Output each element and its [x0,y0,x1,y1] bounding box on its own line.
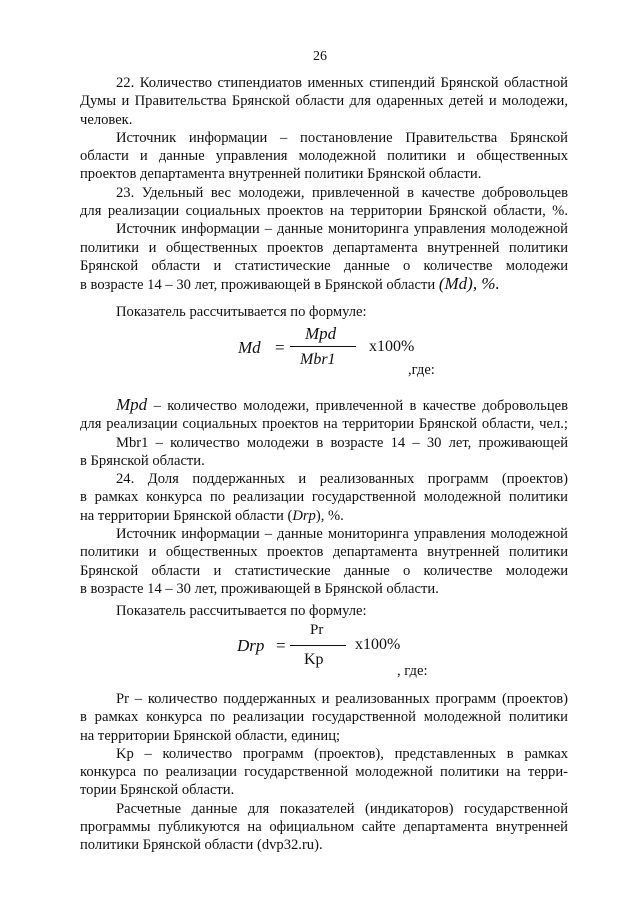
mpd-symbol: Mpd [116,395,148,414]
text-line: Pr – количество поддержанных и реализованных программ (проектов) [116,691,568,707]
text-line: конкурса по реализации государственной молодежной политики на терри- [80,764,568,781]
formula-equals: = [275,338,285,357]
text-line: Kp – количество программ (проектов), представленных в рамках [116,745,568,762]
page-number: 26 [313,49,327,64]
text-line: политики и общественных проектов департамента внутренней политики [80,544,568,561]
fraction-bar [290,346,356,347]
text-line: тории Брянской области. [80,782,235,799]
formula-where: ,где: [408,362,435,378]
text-line: для реализации социальных проектов на территории Брянской области, чел.; [80,416,568,433]
formula-equals: = [276,636,286,655]
text-line: в рамках конкурса по реализации государственной молодежной политики [80,709,568,726]
text-fragment: – количество молодежи, привлеченной в качестве добровольцев [153,398,569,414]
text-line: Показатель рассчитывается по формуле: [116,303,367,320]
text-line: Думы и Правительства Брянской области для одаренных детей и молодежи, [80,93,568,110]
text-fragment: ), %. [315,507,344,524]
formula-numerator: Mpd [305,324,337,343]
text-line: в рамках конкурса по реализации государственной молодежной политики [80,489,568,506]
text-line [80,396,568,415]
text-line: Mbr1 – количество молодежи в возрасте 14 – 30 лет, проживающей [116,434,568,451]
text-line [80,275,568,294]
formula-multiplier: x100% [355,636,401,653]
text-fragment: в возрасте 14 – 30 лет, проживающей в Брянской области [80,277,436,294]
text-line: Брянской области и статистические данные о количестве молодежи [80,562,568,579]
text-block-indicators-22-23 [80,74,568,321]
text-line: Источник информации – данные мониторинга управления молодежной [116,221,568,238]
text-line: Расчетные данные для показателей (индикаторов) государственной [116,800,568,817]
formula-denominator: Kp [304,651,324,668]
drp-symbol: Drp [292,507,316,524]
formula-multiplier: x100% [369,338,415,355]
text-line: области и данные управления молодежной политики и общественных [80,148,568,165]
formula-numerator: Pr [310,622,324,638]
text-line: политики Брянской области (dvp32.ru). [80,837,323,854]
text-line: 23. Удельный вес молодежи, привлеченной в качестве добровольцев [116,184,568,201]
formula-lhs: Drp [237,636,265,655]
text-block-definitions [80,690,568,855]
text-line: политики и общественных проектов департамента внутренней политики [80,239,568,256]
text-block-indicator-24 [80,396,568,621]
text-line: в возрасте 14 – 30 лет, проживающей в Брянской области. [80,580,439,597]
formula-where: , где: [397,663,428,679]
text-line: Показатель рассчитывается по формуле: [116,603,367,620]
text-line: на территории Брянской области, единиц; [80,727,341,744]
text-line [80,507,568,525]
text-line: Источник информации – постановление Правительства Брянской [116,129,568,146]
text-line: для реализации социальных проектов на территории Брянской области, %. [80,203,568,220]
text-line: 24. Доля поддержанных и реализованных программ (проектов) [116,471,568,488]
text-line: программы публикуются на официальном сайте департамента внутренней [80,819,568,836]
formula-denominator: Mbr1 [300,351,336,368]
text-fragment: на территории Брянской области ( [80,507,293,524]
text-line: проектов департамента внутренней политики Брянской области. [80,166,482,183]
text-line: человек. [80,111,133,128]
fraction-bar [290,645,346,646]
formula-lhs: Md [238,338,261,357]
md-symbol: (Md), %. [438,274,500,294]
text-line: в Брянской области. [80,452,205,469]
text-line: Источник информации – данные мониторинга управления молодежной [116,526,568,543]
text-line: Брянской области и статистические данные о количестве молодежи [80,257,568,274]
text-line: 22. Количество стипендиатов именных стипендий Брянской областной [116,75,568,91]
